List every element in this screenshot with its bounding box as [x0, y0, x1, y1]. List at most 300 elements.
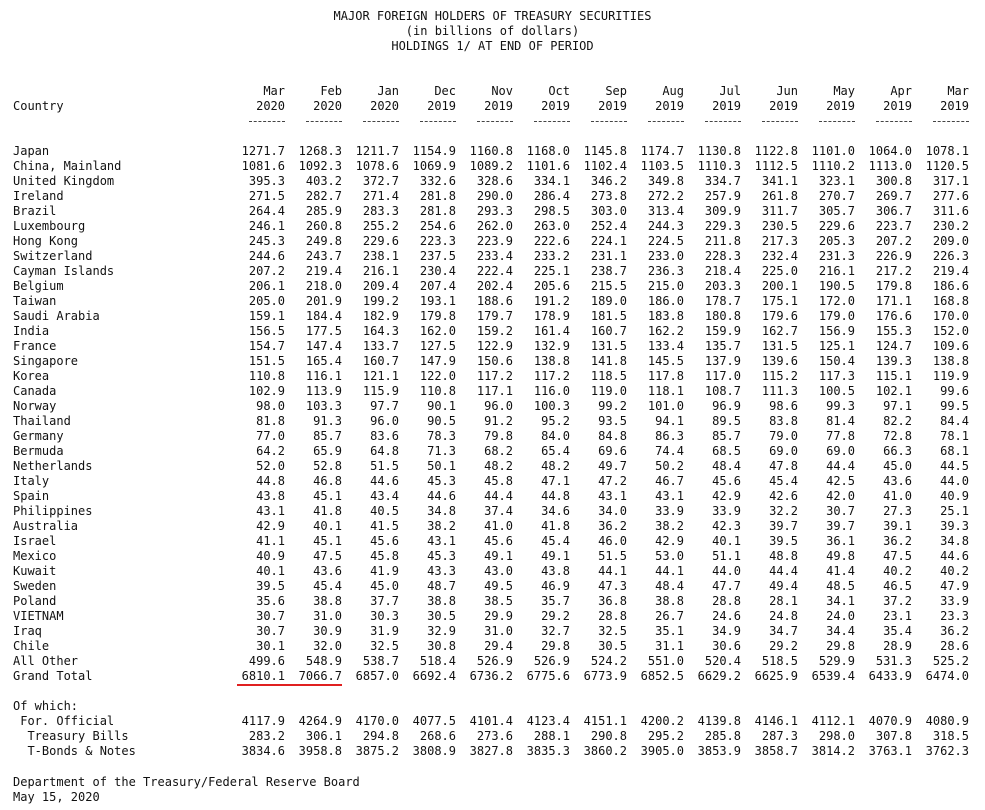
country-name: Cayman Islands — [13, 264, 115, 278]
holding-value: 49.1 — [541, 549, 570, 563]
holding-value: 90.5 — [427, 414, 456, 428]
column-month: Jun — [776, 84, 798, 98]
holding-value: 34.1 — [826, 594, 855, 608]
holding-value: 1069.9 — [412, 159, 456, 173]
holding-value: 45.8 — [484, 474, 513, 488]
holding-value: 47.7 — [712, 579, 741, 593]
holding-value: 305.7 — [818, 204, 855, 218]
holding-value: 1081.6 — [241, 159, 285, 173]
holding-value: 47.2 — [598, 474, 627, 488]
holding-value: 6857.0 — [355, 669, 399, 683]
holding-value: 183.8 — [647, 309, 684, 323]
country-name: Philippines — [13, 504, 93, 518]
holding-value: 341.1 — [761, 174, 798, 188]
holding-value: 42.0 — [826, 489, 855, 503]
holding-value: 538.7 — [362, 654, 399, 668]
holding-value: 328.6 — [476, 174, 513, 188]
holding-value: 72.8 — [883, 429, 912, 443]
of-which-value: 294.8 — [362, 729, 399, 743]
holding-value: 28.8 — [712, 594, 741, 608]
of-which-value: 4080.9 — [925, 714, 969, 728]
holding-value: 117.2 — [476, 369, 513, 383]
holding-value: 1122.8 — [754, 144, 798, 158]
holding-value: 26.7 — [655, 609, 684, 623]
holding-value: 96.0 — [484, 399, 513, 413]
country-name: Korea — [13, 369, 50, 383]
holding-value: 39.3 — [940, 519, 969, 533]
country-name: Taiwan — [13, 294, 57, 308]
holding-value: 141.8 — [590, 354, 627, 368]
holding-value: 298.5 — [533, 204, 570, 218]
of-which-value: 268.6 — [419, 729, 456, 743]
holding-value: 78.1 — [940, 429, 969, 443]
holding-value: 30.3 — [370, 609, 399, 623]
holding-value: 36.2 — [598, 519, 627, 533]
holding-value: 232.4 — [761, 249, 798, 263]
holding-value: 131.5 — [761, 339, 798, 353]
holding-value: 43.8 — [256, 489, 285, 503]
holding-value: 78.3 — [427, 429, 456, 443]
holding-value: 6629.2 — [697, 669, 741, 683]
of-which-value: 306.1 — [305, 729, 342, 743]
holding-value: 45.4 — [769, 474, 798, 488]
holding-value: 45.6 — [484, 534, 513, 548]
holding-value: 51.5 — [598, 549, 627, 563]
holding-value: 50.2 — [655, 459, 684, 473]
holding-value: 205.6 — [533, 279, 570, 293]
holding-value: 551.0 — [647, 654, 684, 668]
holding-value: 525.2 — [932, 654, 969, 668]
column-underline — [306, 121, 342, 122]
holding-value: 23.1 — [883, 609, 912, 623]
holding-value: 84.0 — [541, 429, 570, 443]
holding-value: 131.5 — [590, 339, 627, 353]
holding-value: 33.9 — [655, 504, 684, 518]
holding-value: 45.4 — [541, 534, 570, 548]
holding-value: 28.6 — [940, 639, 969, 653]
column-underline — [249, 121, 285, 122]
holding-value: 264.4 — [248, 204, 285, 218]
holding-value: 90.1 — [427, 399, 456, 413]
holding-value: 48.4 — [712, 459, 741, 473]
holding-value: 82.2 — [883, 414, 912, 428]
holding-value: 118.5 — [590, 369, 627, 383]
holding-value: 1112.5 — [754, 159, 798, 173]
holding-value: 219.4 — [932, 264, 969, 278]
holding-value: 1268.3 — [298, 144, 342, 158]
holding-value: 170.0 — [932, 309, 969, 323]
holding-value: 41.1 — [256, 534, 285, 548]
holding-value: 116.1 — [305, 369, 342, 383]
holding-value: 272.2 — [647, 189, 684, 203]
holding-value: 35.7 — [541, 594, 570, 608]
holding-value: 6852.5 — [640, 669, 684, 683]
holding-value: 121.1 — [362, 369, 399, 383]
holding-value: 1168.0 — [526, 144, 570, 158]
holding-value: 207.2 — [248, 264, 285, 278]
holding-value: 209.0 — [932, 234, 969, 248]
holding-value: 191.2 — [533, 294, 570, 308]
holding-value: 110.8 — [248, 369, 285, 383]
holding-value: 6474.0 — [925, 669, 969, 683]
holding-value: 42.6 — [769, 489, 798, 503]
column-underline — [762, 121, 798, 122]
country-name: Canada — [13, 384, 57, 398]
of-which-value: 4200.2 — [640, 714, 684, 728]
holding-value: 43.1 — [655, 489, 684, 503]
holding-value: 34.4 — [826, 624, 855, 638]
holding-value: 162.0 — [419, 324, 456, 338]
of-which-value: 307.8 — [875, 729, 912, 743]
holding-value: 6810.1 — [241, 669, 285, 683]
holding-value: 293.3 — [476, 204, 513, 218]
holding-value: 39.5 — [769, 534, 798, 548]
holding-value: 117.3 — [818, 369, 855, 383]
holding-value: 49.5 — [484, 579, 513, 593]
holding-value: 44.4 — [769, 564, 798, 578]
holding-value: 43.1 — [256, 504, 285, 518]
country-name: Netherlands — [13, 459, 93, 473]
holding-value: 311.6 — [932, 204, 969, 218]
holding-value: 518.4 — [419, 654, 456, 668]
holding-value: 46.0 — [598, 534, 627, 548]
column-year: 2019 — [769, 99, 798, 113]
holding-value: 178.7 — [704, 294, 741, 308]
holding-value: 65.9 — [313, 444, 342, 458]
holding-value: 209.4 — [362, 279, 399, 293]
holding-value: 44.1 — [655, 564, 684, 578]
holding-value: 526.9 — [476, 654, 513, 668]
column-month: Nov — [491, 84, 513, 98]
holding-value: 32.5 — [598, 624, 627, 638]
holding-value: 77.8 — [826, 429, 855, 443]
of-which-label: Of which: — [13, 699, 79, 713]
holding-value: 29.4 — [484, 639, 513, 653]
of-which-row-label: Treasury Bills — [13, 729, 129, 743]
holding-value: 36.1 — [826, 534, 855, 548]
column-year: 2019 — [883, 99, 912, 113]
holding-value: 303.0 — [590, 204, 627, 218]
holding-value: 115.1 — [875, 369, 912, 383]
holding-value: 164.3 — [362, 324, 399, 338]
holding-value: 30.6 — [712, 639, 741, 653]
holding-value: 45.3 — [427, 474, 456, 488]
holding-value: 38.2 — [655, 519, 684, 533]
holding-value: 193.1 — [419, 294, 456, 308]
holding-value: 33.9 — [940, 594, 969, 608]
holding-value: 216.1 — [362, 264, 399, 278]
holding-value: 29.9 — [484, 609, 513, 623]
holding-value: 332.6 — [419, 174, 456, 188]
holding-value: 160.7 — [362, 354, 399, 368]
holding-value: 44.0 — [712, 564, 741, 578]
holding-value: 1102.4 — [583, 159, 627, 173]
holding-value: 229.3 — [704, 219, 741, 233]
column-year: 2019 — [427, 99, 456, 113]
holding-value: 179.0 — [818, 309, 855, 323]
holding-value: 29.8 — [541, 639, 570, 653]
holding-value: 226.3 — [932, 249, 969, 263]
holding-value: 133.4 — [647, 339, 684, 353]
holding-value: 217.2 — [875, 264, 912, 278]
country-column-header: Country — [13, 99, 64, 113]
holding-value: 47.9 — [940, 579, 969, 593]
holding-value: 217.3 — [761, 234, 798, 248]
holding-value: 45.1 — [313, 534, 342, 548]
column-month: May — [833, 84, 855, 98]
of-which-value: 3827.8 — [469, 744, 513, 758]
holding-value: 334.7 — [704, 174, 741, 188]
holding-value: 1110.3 — [697, 159, 741, 173]
holding-value: 34.9 — [712, 624, 741, 638]
holding-value: 32.5 — [370, 639, 399, 653]
column-month: Apr — [890, 84, 912, 98]
holding-value: 116.0 — [533, 384, 570, 398]
holding-value: 25.1 — [940, 504, 969, 518]
holding-value: 1271.7 — [241, 144, 285, 158]
of-which-value: 3808.9 — [412, 744, 456, 758]
of-which-value: 4170.0 — [355, 714, 399, 728]
holding-value: 36.2 — [883, 534, 912, 548]
holding-value: 42.5 — [826, 474, 855, 488]
holding-value: 44.4 — [484, 489, 513, 503]
column-month: Feb — [320, 84, 342, 98]
holding-value: 45.3 — [427, 549, 456, 563]
column-year: 2019 — [484, 99, 513, 113]
holding-value: 156.5 — [248, 324, 285, 338]
holding-value: 47.1 — [541, 474, 570, 488]
holding-value: 44.6 — [370, 474, 399, 488]
column-underline — [363, 121, 399, 122]
holding-value: 40.2 — [883, 564, 912, 578]
holding-value: 1120.5 — [925, 159, 969, 173]
holding-value: 1174.7 — [640, 144, 684, 158]
holding-value: 45.0 — [883, 459, 912, 473]
holding-value: 43.6 — [883, 474, 912, 488]
country-name: Belgium — [13, 279, 64, 293]
column-month: Mar — [947, 84, 969, 98]
holding-value: 202.4 — [476, 279, 513, 293]
holding-value: 51.5 — [370, 459, 399, 473]
holding-value: 225.1 — [533, 264, 570, 278]
holding-value: 64.8 — [370, 444, 399, 458]
holding-value: 40.1 — [313, 519, 342, 533]
holding-value: 46.9 — [541, 579, 570, 593]
holding-value: 529.9 — [818, 654, 855, 668]
country-name: Bermuda — [13, 444, 64, 458]
holding-value: 48.7 — [427, 579, 456, 593]
holding-value: 85.7 — [712, 429, 741, 443]
holding-value: 165.4 — [305, 354, 342, 368]
holding-value: 6775.6 — [526, 669, 570, 683]
holding-value: 49.4 — [769, 579, 798, 593]
holding-value: 39.5 — [256, 579, 285, 593]
holding-value: 186.6 — [932, 279, 969, 293]
of-which-value: 3853.9 — [697, 744, 741, 758]
holding-value: 229.6 — [362, 234, 399, 248]
holding-value: 34.0 — [598, 504, 627, 518]
holding-value: 6692.4 — [412, 669, 456, 683]
holding-value: 395.3 — [248, 174, 285, 188]
holding-value: 40.9 — [940, 489, 969, 503]
holding-value: 99.3 — [826, 399, 855, 413]
holding-value: 6433.9 — [868, 669, 912, 683]
holding-value: 30.7 — [826, 504, 855, 518]
holding-value: 52.0 — [256, 459, 285, 473]
holding-value: 85.7 — [313, 429, 342, 443]
holding-value: 138.8 — [533, 354, 570, 368]
holding-value: 37.7 — [370, 594, 399, 608]
holding-value: 6736.2 — [469, 669, 513, 683]
holding-value: 45.6 — [712, 474, 741, 488]
holding-value: 110.8 — [419, 384, 456, 398]
holding-value: 83.6 — [370, 429, 399, 443]
holding-value: 31.0 — [313, 609, 342, 623]
holding-value: 218.0 — [305, 279, 342, 293]
holding-value: 111.3 — [761, 384, 798, 398]
column-underline — [705, 121, 741, 122]
of-which-value: 318.5 — [932, 729, 969, 743]
of-which-value: 288.1 — [533, 729, 570, 743]
holding-value: 28.9 — [883, 639, 912, 653]
of-which-value: 3762.3 — [925, 744, 969, 758]
holding-value: 118.1 — [647, 384, 684, 398]
holding-value: 273.8 — [590, 189, 627, 203]
holding-value: 41.5 — [370, 519, 399, 533]
column-underline — [933, 121, 969, 122]
column-year: 2020 — [256, 99, 285, 113]
holding-value: 205.3 — [818, 234, 855, 248]
holding-value: 168.8 — [932, 294, 969, 308]
holding-value: 43.0 — [484, 564, 513, 578]
holding-value: 41.0 — [484, 519, 513, 533]
holding-value: 102.1 — [875, 384, 912, 398]
holding-value: 49.8 — [826, 549, 855, 563]
holding-value: 48.2 — [484, 459, 513, 473]
holding-value: 81.4 — [826, 414, 855, 428]
holding-value: 162.7 — [761, 324, 798, 338]
holding-value: 97.7 — [370, 399, 399, 413]
report-units: (in billions of dollars) — [405, 24, 580, 38]
holding-value: 159.9 — [704, 324, 741, 338]
holding-value: 68.5 — [712, 444, 741, 458]
holding-value: 238.1 — [362, 249, 399, 263]
holding-value: 178.9 — [533, 309, 570, 323]
holding-value: 38.8 — [313, 594, 342, 608]
holding-value: 223.9 — [476, 234, 513, 248]
holding-value: 115.2 — [761, 369, 798, 383]
holding-value: 229.6 — [818, 219, 855, 233]
holding-value: 282.7 — [305, 189, 342, 203]
holding-value: 79.8 — [484, 429, 513, 443]
holding-value: 35.1 — [655, 624, 684, 638]
holding-value: 44.8 — [256, 474, 285, 488]
holding-value: 520.4 — [704, 654, 741, 668]
of-which-value: 283.2 — [248, 729, 285, 743]
holding-value: 222.4 — [476, 264, 513, 278]
holding-value: 224.5 — [647, 234, 684, 248]
holding-value: 159.1 — [248, 309, 285, 323]
of-which-value: 4112.1 — [811, 714, 855, 728]
holding-value: 179.8 — [419, 309, 456, 323]
holding-value: 243.7 — [305, 249, 342, 263]
holding-value: 44.5 — [940, 459, 969, 473]
holding-value: 238.7 — [590, 264, 627, 278]
holding-value: 215.0 — [647, 279, 684, 293]
holding-value: 281.8 — [419, 189, 456, 203]
holding-value: 186.0 — [647, 294, 684, 308]
holding-value: 230.5 — [761, 219, 798, 233]
holding-value: 1154.9 — [412, 144, 456, 158]
of-which-value: 3763.1 — [868, 744, 912, 758]
holding-value: 69.0 — [826, 444, 855, 458]
holding-value: 44.6 — [427, 489, 456, 503]
holding-value: 233.4 — [476, 249, 513, 263]
holding-value: 117.2 — [533, 369, 570, 383]
holding-value: 176.6 — [875, 309, 912, 323]
holding-value: 1078.1 — [925, 144, 969, 158]
holding-value: 44.1 — [598, 564, 627, 578]
holding-value: 286.4 — [533, 189, 570, 203]
country-name: India — [13, 324, 50, 338]
holding-value: 222.6 — [533, 234, 570, 248]
holding-value: 175.1 — [761, 294, 798, 308]
holding-value: 30.9 — [313, 624, 342, 638]
holding-value: 89.5 — [712, 414, 741, 428]
holding-value: 113.9 — [305, 384, 342, 398]
holding-value: 317.1 — [932, 174, 969, 188]
of-which-value: 3875.2 — [355, 744, 399, 758]
holding-value: 263.0 — [533, 219, 570, 233]
holding-value: 45.0 — [370, 579, 399, 593]
holding-value: 30.1 — [256, 639, 285, 653]
holding-value: 53.0 — [655, 549, 684, 563]
holding-value: 260.8 — [305, 219, 342, 233]
holding-value: 133.7 — [362, 339, 399, 353]
holding-value: 46.8 — [313, 474, 342, 488]
holding-value: 66.3 — [883, 444, 912, 458]
country-name: Mexico — [13, 549, 57, 563]
holding-value: 38.8 — [655, 594, 684, 608]
country-name: VIETNAM — [13, 609, 64, 623]
holding-value: 261.8 — [761, 189, 798, 203]
of-which-value: 3814.2 — [811, 744, 855, 758]
holding-value: 199.2 — [362, 294, 399, 308]
of-which-value: 4139.8 — [697, 714, 741, 728]
of-which-value: 3905.0 — [640, 744, 684, 758]
holding-value: 252.4 — [590, 219, 627, 233]
holding-value: 201.9 — [305, 294, 342, 308]
country-name: All Other — [13, 654, 79, 668]
holding-value: 32.9 — [427, 624, 456, 638]
holding-value: 77.0 — [256, 429, 285, 443]
of-which-value: 4264.9 — [298, 714, 342, 728]
holding-value: 36.8 — [598, 594, 627, 608]
holding-value: 34.7 — [769, 624, 798, 638]
holding-value: 99.6 — [940, 384, 969, 398]
country-name: Singapore — [13, 354, 79, 368]
holding-value: 117.0 — [704, 369, 741, 383]
column-underline — [648, 121, 684, 122]
holding-value: 236.3 — [647, 264, 684, 278]
holding-value: 162.2 — [647, 324, 684, 338]
country-name: Spain — [13, 489, 50, 503]
holding-value: 1089.2 — [469, 159, 513, 173]
country-name: Poland — [13, 594, 57, 608]
holding-value: 98.0 — [256, 399, 285, 413]
holding-value: 207.2 — [875, 234, 912, 248]
holding-value: 145.5 — [647, 354, 684, 368]
